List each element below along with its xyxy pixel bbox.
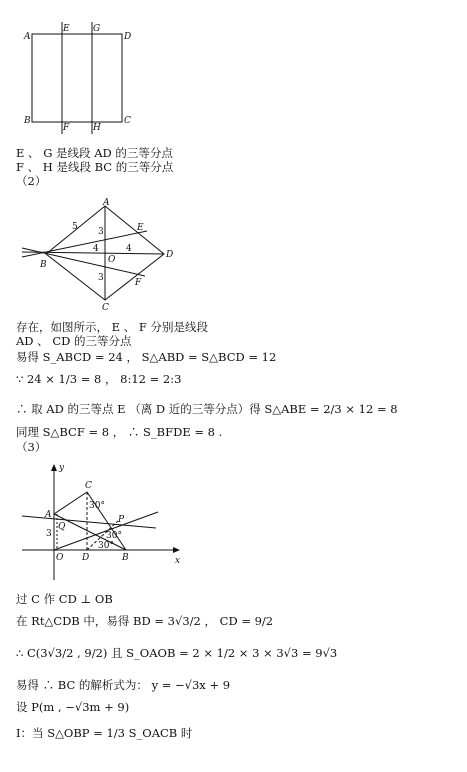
- label-e: E: [137, 223, 144, 233]
- text-line: F 、 H 是线段 BC 的三等分点: [16, 160, 174, 174]
- length-3-top: 3: [98, 227, 104, 237]
- label-x: x: [175, 556, 181, 566]
- label-e: E: [63, 24, 70, 34]
- label-o: O: [56, 553, 64, 563]
- label-f: F: [63, 123, 70, 133]
- text-line: 设 P(m , −√3m + 9): [16, 700, 130, 714]
- rectangle-abcd: [32, 34, 122, 122]
- figure-rectangle-trisection: [18, 20, 178, 140]
- angle-30-b: 30°: [98, 541, 114, 551]
- label-d: D: [82, 553, 90, 563]
- x-axis-arrow: [173, 547, 180, 553]
- label-d: D: [166, 250, 174, 260]
- label-d: D: [124, 32, 132, 42]
- label-a: A: [24, 32, 31, 42]
- text-line: 易得 S_ABCD = 24 ， S△ABD = S△BCD = 12: [16, 350, 277, 364]
- text-line: （3）: [16, 440, 47, 454]
- label-y: y: [59, 463, 65, 473]
- label-g: G: [93, 24, 101, 34]
- line-ac: [54, 492, 87, 514]
- label-b: B: [122, 553, 129, 563]
- length-5: 5: [72, 222, 78, 232]
- text-line: 易得 ∴ BC 的解析式为： y = −√3x + 9: [16, 678, 231, 692]
- label-c: C: [124, 116, 131, 126]
- text-line: 存在，如图所示， E 、 F 分别是线段: [16, 320, 208, 334]
- label-o: O: [108, 255, 116, 265]
- label-b: B: [40, 260, 47, 270]
- length-3: 3: [46, 529, 52, 539]
- text-line: ∴ 取 AD 的三等点 E （离 D 近的三等分点）得 S△ABE = 2/3 × 12 = 8: [16, 402, 398, 416]
- text-line: （2）: [16, 174, 47, 188]
- length-4-right: 4: [126, 244, 132, 254]
- y-axis-arrow: [51, 464, 57, 471]
- text-line: ∴ C(3√3/2 , 9/2) 且 S_OAOB = 2 × 1/2 × 3 × 3√3 = 9√3: [16, 646, 338, 660]
- text-line: ∵ 24 × 1/3 = 8 ， 8:12 = 2:3: [16, 372, 182, 386]
- label-h: H: [93, 123, 101, 133]
- length-3-bottom: 3: [98, 273, 104, 283]
- label-q: Q: [58, 522, 66, 532]
- label-c: C: [102, 303, 109, 313]
- text-line: AD 、 CD 的三等分点: [16, 334, 132, 348]
- label-p: P: [118, 515, 125, 525]
- length-4-left: 4: [93, 244, 99, 254]
- line-ap: [22, 516, 156, 528]
- text-line: E 、 G 是线段 AD 的三等分点: [16, 146, 173, 160]
- text-line: Ⅰ：当 S△OBP = 1/3 S_OACB 时: [16, 726, 193, 740]
- figure-quadrilateral: [14, 196, 214, 314]
- label-a: A: [103, 198, 110, 208]
- label-b: B: [24, 116, 31, 126]
- figure-coordinate: [18, 460, 198, 584]
- label-c: C: [85, 481, 92, 491]
- angle-30-p: 30°: [106, 531, 122, 541]
- label-a: A: [45, 510, 52, 520]
- angle-30-c: 30°: [89, 501, 105, 511]
- text-line: 同理 S△BCF = 8 ， ∴ S_BFDE = 8 .: [16, 425, 223, 439]
- text-line: 过 C 作 CD ⊥ OB: [16, 592, 113, 606]
- text-line: 在 Rt△CDB 中，易得 BD = 3√3/2 ， CD = 9/2: [16, 614, 274, 628]
- label-f: F: [135, 278, 142, 288]
